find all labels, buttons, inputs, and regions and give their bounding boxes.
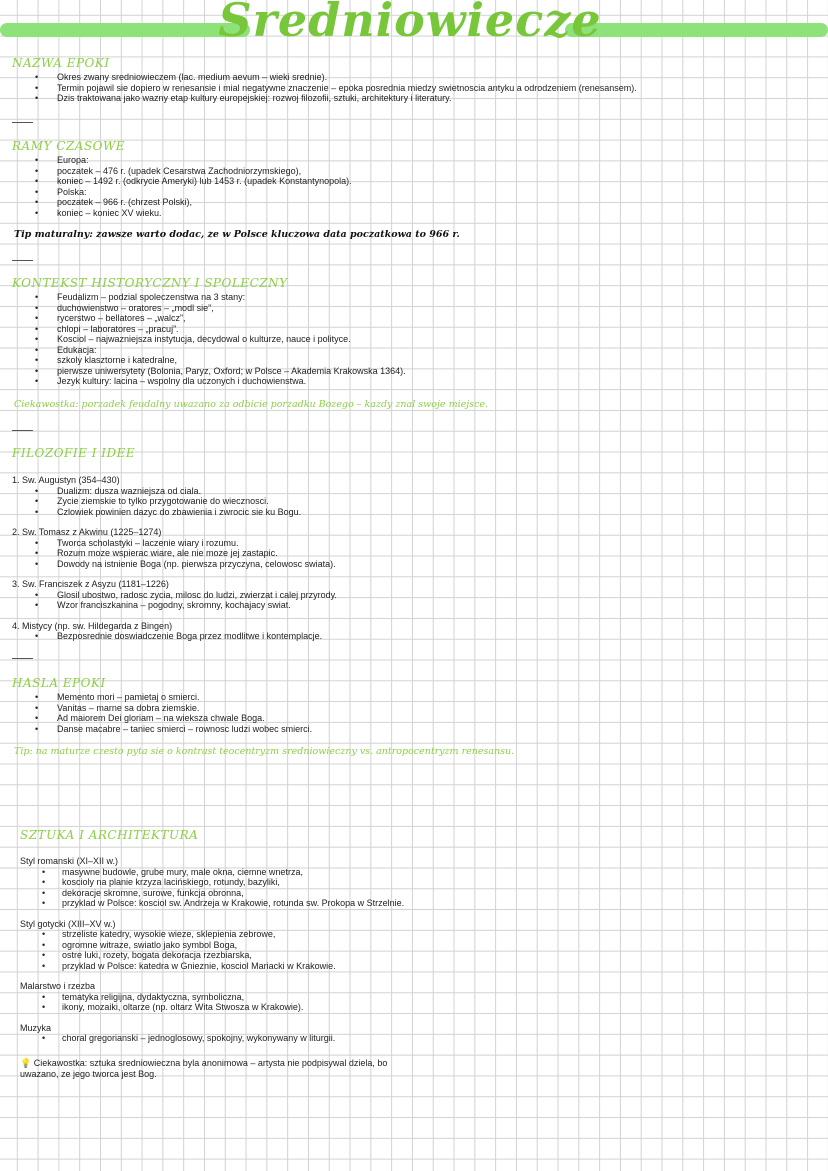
list-item: • strzeliste katedry, wysokie wieze, sklepienia zebrowe,: [0, 929, 404, 940]
list-item: • Polska:: [0, 187, 352, 198]
group-title: Malarstwo i rzezba: [20, 981, 96, 991]
list-item: • Danse macabre – taniec smierci – rownosc ludzi wobec smierci.: [0, 724, 312, 735]
list-item: • Czlowiek powinien dazyc do zbawienia i zwrocic sie ku Bogu.: [0, 507, 337, 518]
list-item: • Memento mori – pamietaj o smierci.: [0, 692, 312, 703]
group-list: [0, 1033, 404, 1044]
list-item: • Jezyk kultury: lacina – wspolny dla uczonych i duchowienstwa.: [0, 376, 406, 387]
group-title: Styl gotycki (XIII–XV w.): [20, 918, 116, 929]
list-item: • ostre luki, rozety, bogata dekoracja rzezbiarska,: [0, 950, 404, 961]
spacer: [0, 1013, 404, 1023]
list-item: • poczatek – 966 r. (chrzest Polski),: [0, 197, 352, 208]
group-list: [0, 929, 404, 971]
tip-maturalny: Tip maturalny: zawsze warto dodac, ze w Polsce kluczowa data poczatkowa to 966 r.: [14, 229, 460, 240]
spacer: [0, 569, 337, 579]
heading-kontekst: KONTEKST HISTORYCZNY I SPOLECZNY: [12, 276, 288, 290]
group-list: [0, 867, 404, 909]
group-title: Styl romanski (XI–XII w.): [20, 856, 119, 866]
list-item: • duchowienstwo – oratores – „modl sie”,: [0, 303, 406, 314]
group-title: 1. Sw. Augustyn (354–430): [12, 475, 120, 485]
list-item: • Tworca scholastyki – laczenie wiary i rozumu.: [0, 538, 337, 549]
list-item: • Vanitas – marne sa dobra ziemskie.: [0, 703, 312, 714]
list-item: • koniec – koniec XV wieku.: [0, 208, 352, 219]
group-list: [0, 538, 337, 570]
list-item: • Okres zwany sredniowieczem (lac. medium aevum – wieki srednie).: [0, 72, 637, 83]
list-item: • Glosil ubostwo, radosc zycia, milosc do ludzi, zwierzat i calej przyrody.: [0, 590, 337, 601]
divider: [12, 430, 33, 431]
list-item: • Kosciol – najwazniejsza instytucja, decydowal o kulturze, nauce i polityce.: [0, 334, 406, 345]
list-item: • przyklad w Polsce: katedra w Gnieznie, kosciol Mariacki w Krakowie.: [0, 961, 404, 972]
heading-nazwa: NAZWA EPOKI: [12, 56, 110, 70]
list-item: • chlopi – laboratores – „pracuj”.: [0, 324, 406, 335]
divider: [12, 658, 33, 659]
list-kontekst: [0, 292, 406, 387]
list-item: • Ad maiorem Dei gloriam – na wieksza chwale Boga.: [0, 713, 312, 724]
list-item: • Dualizm: dusza wazniejsza od ciala.: [0, 486, 337, 497]
list-item: • rycerstwo – bellatores – „walcz”,: [0, 313, 406, 324]
list-item: • dekoracje skromne, surowe, funkcja obronna,: [0, 888, 404, 899]
list-sztuka: [0, 856, 404, 1044]
list-item: • koscioly na planie krzyza lacińskiego, rotundy, bazyliki,: [0, 877, 404, 888]
group-title: 3. Sw. Franciszek z Asyzu (1181–1226): [12, 579, 169, 589]
list-item: • masywne budowle, grube mury, male okna, ciemne wnetrza,: [0, 867, 404, 878]
divider: [12, 122, 33, 123]
list-item: • Zycie ziemskie to tylko przygotowanie do wiecznosci.: [0, 496, 337, 507]
list-item: • Edukacja:: [0, 345, 406, 356]
group-list: [0, 631, 337, 642]
list-item: • przyklad w Polsce: kosciol sw. Andrzeja w Krakowie, rotunda sw. Prokopa w Strzelnie.: [0, 898, 404, 909]
note-line: uwazano, ze jego tworca jest Bog.: [20, 1068, 157, 1079]
list-item: • Feudalizm – podzial spoleczenstwa na 3 stany:: [0, 292, 406, 303]
list-item: • Termin pojawil sie dopiero w renesansie i mial negatywne znaczenie – epoka posrednia miedzy swietnoscia antyku a odrodzeniem (renesansem).: [0, 83, 637, 94]
list-item: • ikony, mozaiki, oltarze (np. oltarz Wita Stwosza w Krakowie).: [0, 1002, 404, 1013]
spacer: [0, 517, 337, 527]
list-item: • choral gregorianski – jednoglosowy, spokojny, wykonywany w liturgii.: [0, 1033, 404, 1044]
list-item: • Rozum moze wspierac wiare, ale nie moze jej zastapic.: [0, 548, 337, 559]
heading-filozofia: FILOZOFIE I IDEE: [12, 446, 136, 460]
group-title: Muzyka: [20, 1022, 52, 1033]
ciekawostka-feudalizm: Ciekawostka: porzadek feudalny uwazano za odbicie porzadku Bozego – kazdy znal swoje miejsce.: [14, 399, 489, 410]
group-title: 4. Mistycy (np. sw. Hildegarda z Bingen): [12, 620, 173, 631]
note-line: Ciekawostka: sztuka sredniowieczna byla anonimowa – artysta nie podpisywal dziela, bo: [33, 1058, 388, 1068]
group-list: [0, 486, 337, 518]
list-item: • koniec – 1492 r. (odkrycie Ameryki) lub 1453 r. (upadek Konstantynopola).: [0, 176, 352, 187]
list-item: • Dzis traktowana jako wazny etap kultury europejskiej: rozwoj filozofii, sztuki, architektury i literatury.: [0, 93, 637, 104]
group-list: [0, 992, 404, 1013]
heading-sztuka: SZTUKA I ARCHITEKTURA: [20, 828, 199, 842]
list-nazwa: [0, 72, 637, 104]
group-list: [0, 590, 337, 611]
list-item: • tematyka religijna, dydaktyczna, symboliczna,: [0, 992, 404, 1003]
list-item: • Europa:: [0, 155, 352, 166]
list-item: • pierwsze uniwersytety (Bolonia, Paryz, Oxford; w Polsce – Akademia Krakowska 1364).: [0, 366, 406, 377]
list-item: • Bezposrednie doswiadczenie Boga przez modlitwe i kontemplacje.: [0, 631, 337, 642]
list-item: • poczatek – 476 r. (upadek Cesarstwa Zachodniorzymskiego),: [0, 166, 352, 177]
page-title: Sredniowiecze: [218, 0, 602, 47]
divider: [12, 260, 33, 261]
spacer: [0, 971, 404, 981]
heading-hasla: HASLA EPOKI: [12, 676, 106, 690]
lightbulb-icon: 💡: [20, 1058, 32, 1068]
list-hasla: [0, 692, 312, 734]
list-filozofia: [0, 475, 337, 642]
list-item: • szkoly klasztorne i katedralne,: [0, 355, 406, 366]
list-item: • Wzor franciszkanina – pogodny, skromny, kochajacy swiat.: [0, 600, 337, 611]
list-item: • ogromne witraze, swiatlo jako symbol Boga,: [0, 940, 404, 951]
group-title: 2. Sw. Tomasz z Akwinu (1225–1274): [12, 527, 162, 537]
heading-ramy: RAMY CZASOWE: [12, 139, 126, 153]
tip-teocentryzm: Tip: na maturze czesto pyta sie o kontrast teocentryzm sredniowieczny vs. antropocentryzm renesansu.: [14, 746, 515, 757]
list-ramy: [0, 155, 352, 218]
ciekawostka-sztuka: [20, 1058, 387, 1079]
spacer: [0, 611, 337, 621]
list-item: • Dowody na istnienie Boga (np. pierwsza przyczyna, celowosc swiata).: [0, 559, 337, 570]
spacer: [0, 909, 404, 919]
